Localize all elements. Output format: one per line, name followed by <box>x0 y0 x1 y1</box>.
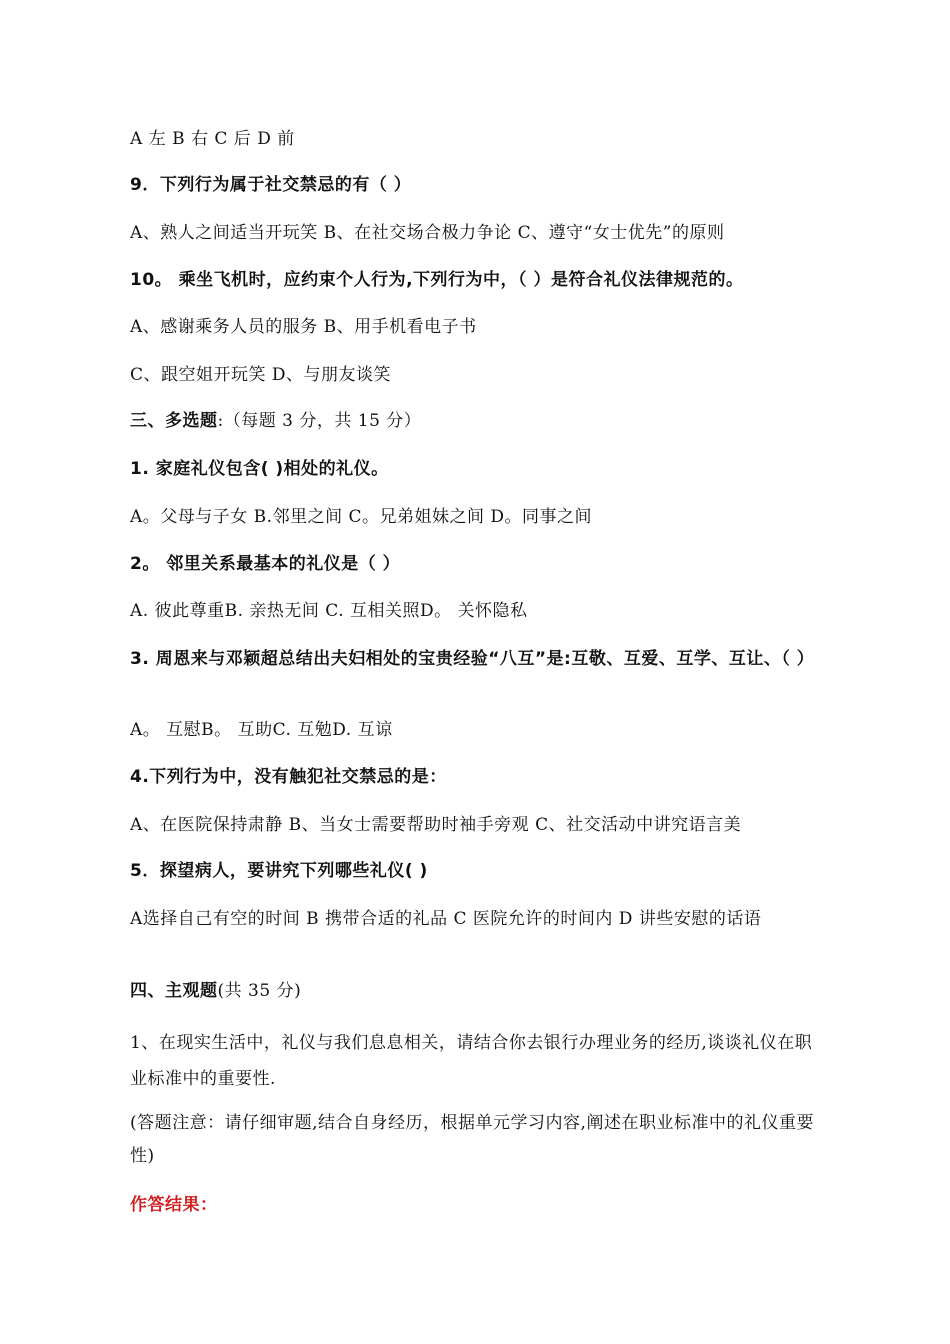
mq1-options: A。父母与子女 B.邻里之间 C。兄弟姐妹之间 D。同事之间 <box>130 507 593 527</box>
mq1-stem: 1. 家庭礼仪包含( )相处的礼仪。 <box>130 459 389 479</box>
mq3-stem: 3. 周恩来与邓颖超总结出夫妇相处的宝贵经验“八互”是:互敬、互爱、互学、互让、（ ） <box>130 649 815 669</box>
section-4-heading <box>130 979 830 1004</box>
section-4-title: 四、主观题 <box>130 981 218 1001</box>
q10-options-cd: C、跟空姐开玩笑 D、与朋友谈笑 <box>130 365 392 385</box>
mq4-stem: 4.下列行为中，没有触犯社交禁忌的是： <box>130 767 447 787</box>
answer-result-label: 作答结果： <box>130 1195 218 1215</box>
q9-options: A、熟人之间适当开玩笑 B、在社交场合极力争论 C、遵守“女士优先”的原则 <box>130 223 725 243</box>
q10-stem: 10。 乘坐飞机时，应约束个人行为,下列行为中，（ ）是符合礼仪法律规范的。 <box>130 270 744 290</box>
section-3-heading <box>130 409 830 434</box>
q8-options: A 左 B 右 C 后 D 前 <box>130 129 295 149</box>
mq5-options: A选择自己有空的时间 B 携带合适的礼品 C 医院允许的时间内 D 讲些安慰的话语 <box>130 909 762 929</box>
mq2-options: A. 彼此尊重B. 亲热无间 C. 互相关照D。 关怀隐私 <box>130 601 528 621</box>
mq2-stem: 2。 邻里关系最基本的礼仪是（ ） <box>130 554 401 574</box>
q9-stem: 9．下列行为属于社交禁忌的有（ ） <box>130 175 412 195</box>
essay-question: 1、在现实生活中，礼仪与我们息息相关，请结合你去银行办理业务的经历,谈谈礼仪在职业标准中的重要性. <box>130 1033 813 1089</box>
mq3-options: A。 互慰B。 互助C. 互勉D. 互谅 <box>130 720 393 740</box>
q10-options-ab: A、感谢乘务人员的服务 B、用手机看电子书 <box>130 317 477 337</box>
mq5-stem: 5．探望病人，要讲究下列哪些礼仪( ) <box>130 861 428 881</box>
section-3-score: :（每题 3 分，共 15 分） <box>217 411 422 431</box>
essay-note: (答题注意：请仔细审题,结合自身经历，根据单元学习内容,阐述在职业标准中的礼仪重要性) <box>130 1113 814 1166</box>
mq4-options: A、在医院保持肃静 B、当女士需要帮助时袖手旁观 C、社交活动中讲究语言美 <box>130 815 742 835</box>
section-3-title: 三、多选题 <box>130 411 218 431</box>
section-4-score: (共 35 分) <box>217 981 302 1001</box>
